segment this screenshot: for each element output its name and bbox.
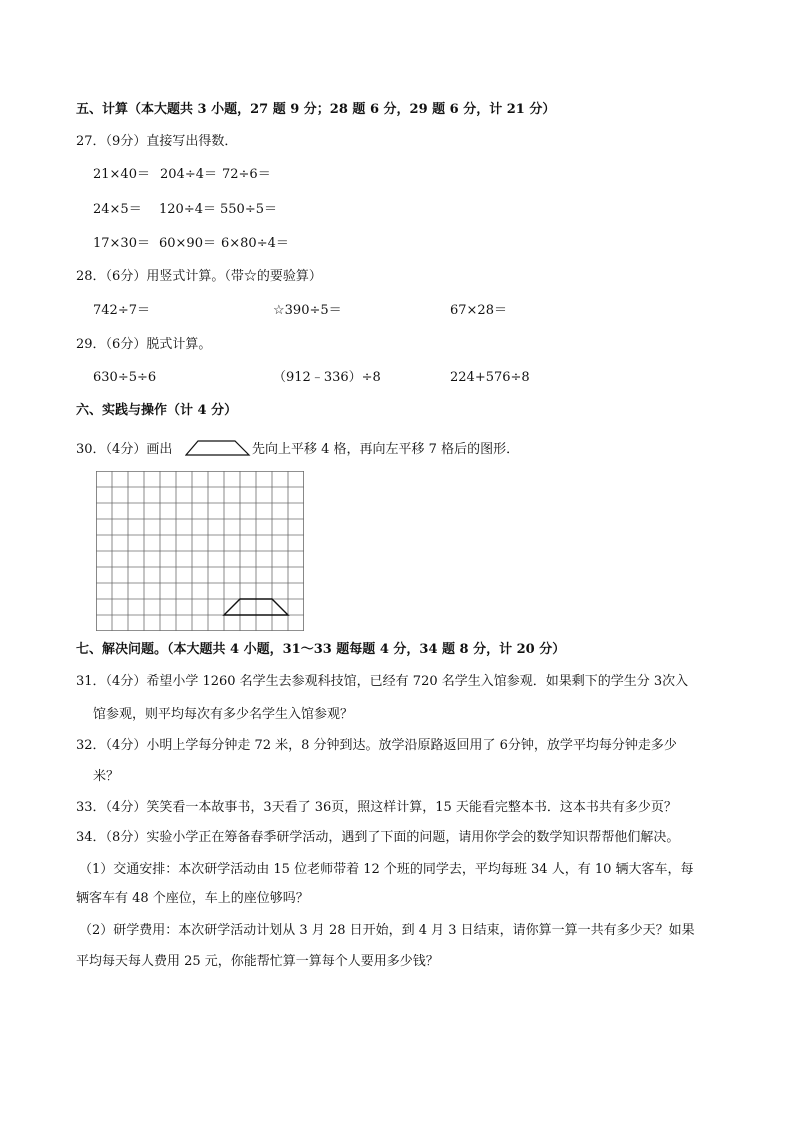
q27-r2-a: 24×5＝ xyxy=(93,202,142,217)
grid-svg xyxy=(96,471,304,631)
q27-r1-b: 204÷4＝ xyxy=(160,167,217,182)
q27-r1-c: 72÷6＝ xyxy=(222,167,271,182)
q27-r3-a: 17×30＝ xyxy=(93,236,150,251)
q29-item-1: 630÷5÷6 xyxy=(93,370,157,385)
trapezoid-figure-inline xyxy=(185,440,251,456)
question-27-stem: 27．（9分）直接写出得数． xyxy=(76,134,238,149)
q28-item-3: 67×28＝ xyxy=(450,303,507,318)
question-30-before: 30．（4分）画出 xyxy=(76,442,173,457)
question-34-part-1-line-2: 辆客车有 48 个座位，车上的座位够吗？ xyxy=(76,891,309,906)
square-grid xyxy=(96,471,304,631)
question-28-stem: 28．（6分）用竖式计算。（带☆的要验算） xyxy=(76,269,322,284)
question-34-line-1: 34．（8分）实验小学正在筹备春季研学活动，遇到了下面的问题，请用你学会的数学知识帮帮他们解决。 xyxy=(76,830,680,845)
q29-item-3: 224+576÷8 xyxy=(450,370,530,385)
question-29-stem: 29．（6分）脱式计算。 xyxy=(76,337,212,352)
question-34-part-2-line-1: （2）研学费用：本次研学活动计划从 3 月 28 日开始，到 4 月 3 日结束，请你算一算一共有多少天？如果 xyxy=(79,923,695,938)
q27-r3-b: 60×90＝ xyxy=(159,236,216,251)
q27-r1-a: 21×40＝ xyxy=(93,167,150,182)
question-31-line-2: 馆参观，则平均每次有多少名学生入馆参观？ xyxy=(93,707,354,722)
q28-item-2: ☆390÷5＝ xyxy=(273,303,342,318)
q27-r2-c: 550÷5＝ xyxy=(220,202,277,217)
question-31-line-1: 31．（4分）希望小学 1260 名学生去参观科技馆，已经有 720 名学生入馆参观．如果剩下的学生分 3次入 xyxy=(76,674,689,689)
q28-item-1: 742÷7＝ xyxy=(93,303,150,318)
question-30-after: 先向上平移 4 格，再向左平移 7 格后的图形． xyxy=(252,442,520,457)
q29-item-2: （912﹣336）÷8 xyxy=(273,370,381,385)
section-7-title: 七、解决问题。（本大题共 4 小题，31～33 题每题 4 分，34 题 8 分，计 20 分） xyxy=(76,642,566,657)
question-33-line-1: 33．（4分）笑笑看一本故事书，3天看了 36页，照这样计算，15 天能看完整本书．这本书共有多少页？ xyxy=(76,800,677,815)
q27-r3-c: 6×80÷4＝ xyxy=(221,236,289,251)
section-5-title: 五、计算（本大题共 3 小题，27 题 9 分；28 题 6 分，29 题 6 分，计 21 分） xyxy=(76,102,556,117)
question-32-line-2: 米？ xyxy=(93,769,120,784)
question-32-line-1: 32．（4分）小明上学每分钟走 72 米，8 分钟到达。放学沿原路返回用了 6分钟，放学平均每分钟走多少 xyxy=(76,738,677,753)
q27-r2-b: 120÷4＝ xyxy=(159,202,216,217)
question-34-part-2-line-2: 平均每天每人费用 25 元，你能帮忙算一算每个人要用多少钱？ xyxy=(76,954,439,969)
section-6-title: 六、实践与操作（计 4 分） xyxy=(76,403,238,418)
question-34-part-1-line-1: （1）交通安排：本次研学活动由 15 位老师带着 12 个班的同学去，平均每班 34 人，有 10 辆大客车，每 xyxy=(79,862,694,877)
